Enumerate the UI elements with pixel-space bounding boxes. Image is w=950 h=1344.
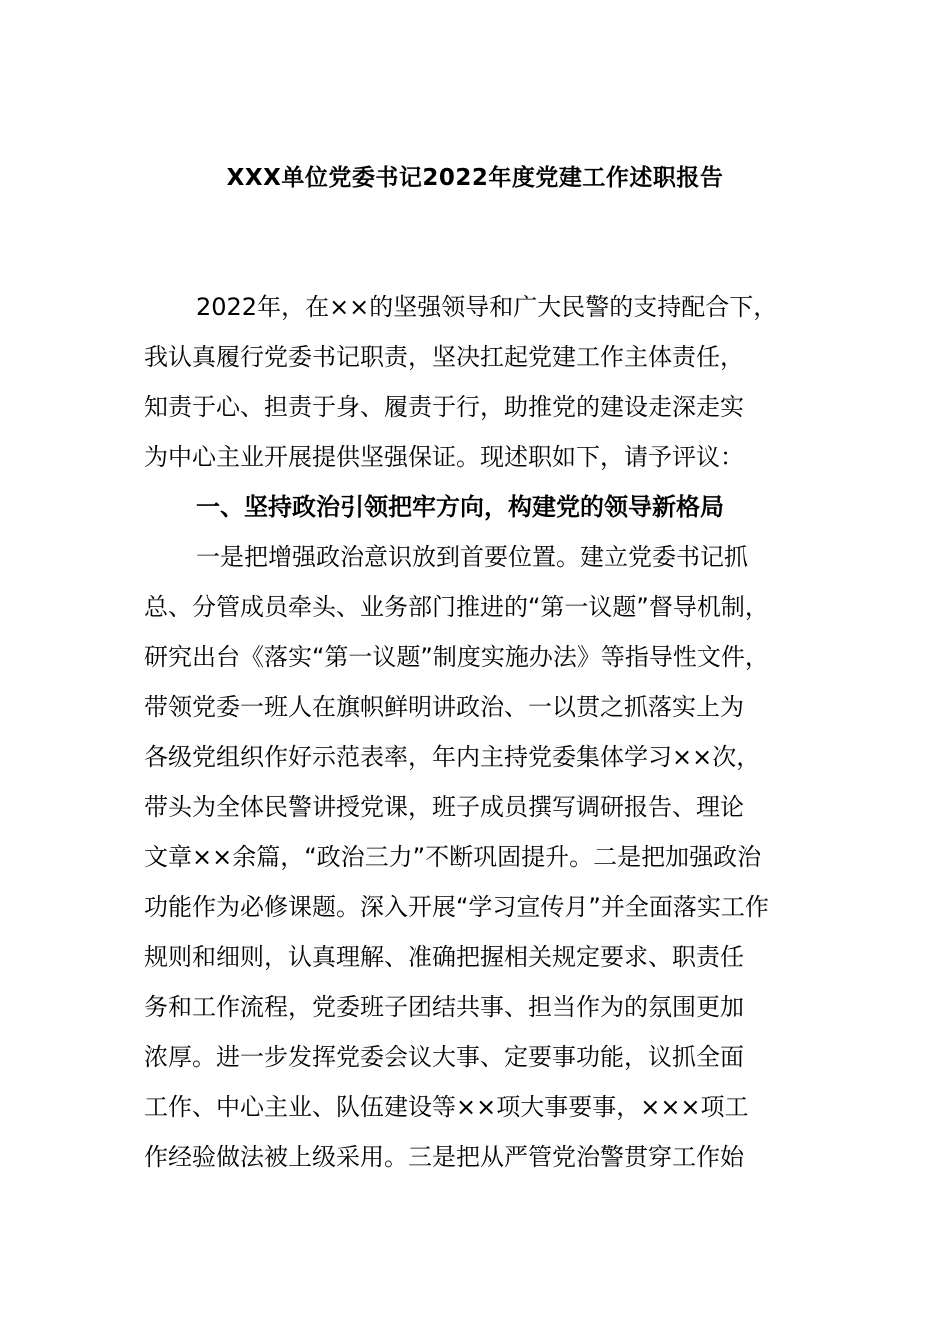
body-line: 规则和细则，认真理解、准确把握相关规定要求、职责任	[144, 943, 744, 971]
body-line: 作经验做法被上级采用。三是把从严管党治警贯穿工作始	[144, 1143, 744, 1171]
document-body	[144, 282, 824, 1182]
body-line: 知责于心、担责于身、履责于行，助推党的建设走深走实	[144, 393, 744, 421]
body-line: 功能作为必修课题。深入开展“学习宣传月”并全面落实工作	[144, 893, 769, 921]
body-line: 带领党委一班人在旗帜鲜明讲政治、一以贯之抓落实上为	[144, 693, 744, 721]
body-line: 浓厚。进一步发挥党委会议大事、定要事功能，议抓全面	[144, 1043, 744, 1071]
body-line: 一是把增强政治意识放到首要位置。建立党委书记抓	[196, 543, 748, 571]
body-line: 各级党组织作好示范表率，年内主持党委集体学习××次，	[144, 743, 761, 771]
body-line: 总、分管成员牵头、业务部门推进的“第一议题”督导机制，	[144, 593, 769, 621]
body-line: 为中心主业开展提供坚强保证。现述职如下，请予评议：	[144, 443, 744, 471]
body-line: 我认真履行党委书记职责，坚决扛起党建工作主体责任，	[144, 343, 744, 371]
section-heading: 一、坚持政治引领把牢方向，构建党的领导新格局	[196, 493, 724, 521]
body-line: 文章××余篇，“政治三力”不断巩固提升。二是把加强政治	[144, 843, 762, 871]
body-line: 2022年，在××的坚强领导和广大民警的支持配合下，	[196, 293, 778, 321]
body-line: 工作、中心主业、队伍建设等××项大事要事，×××项工	[144, 1093, 749, 1121]
body-line: 研究出台《落实“第一议题”制度实施办法》等指导性文件，	[144, 643, 769, 671]
document-title: XXX单位党委书记2022年度党建工作述职报告	[226, 165, 724, 191]
body-line: 带头为全体民警讲授党课，班子成员撰写调研报告、理论	[144, 793, 744, 821]
body-line: 务和工作流程，党委班子团结共事、担当作为的氛围更加	[144, 993, 744, 1021]
